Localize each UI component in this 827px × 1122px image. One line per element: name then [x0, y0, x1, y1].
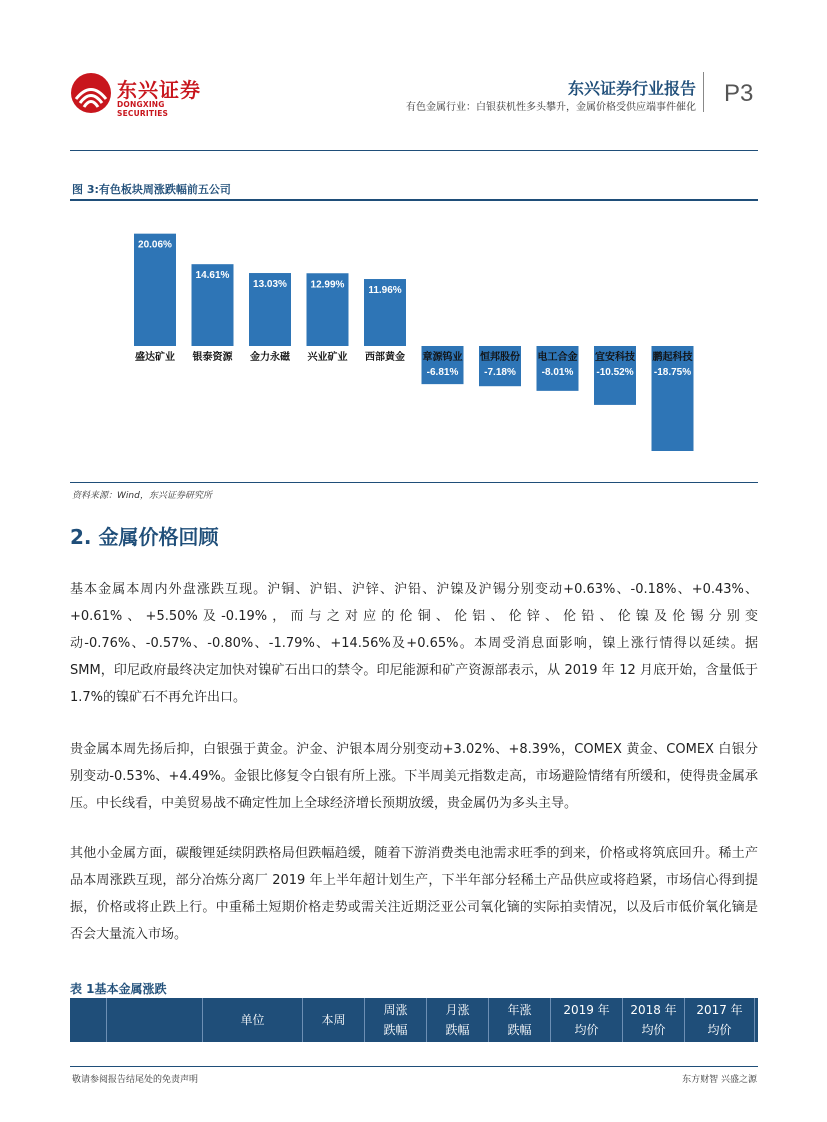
report-title: 东兴证券行业报告 [567, 79, 696, 98]
dongxing-logo-icon [70, 72, 112, 114]
paragraph-precious-metals: 贵金属本周先扬后抑，白银强于黄金。沪金、沪银本周分别变动+3.02%、+8.39%，COMEX 黄金、COMEX 白银分别变动-0.53%、+4.49%。金银比修复令白银有所上涨。下半周美元指数走高，市场避险情绪有所缓和，使得贵金属承压。中长线看，中美贸易战不确定性加上全球经济增长预期放缓，贵金属仍为多头主导。 [70, 742, 758, 811]
paragraph-base-metals: 基本金属本周内外盘涨跌互现。沪铜、沪铝、沪锌、沪铅、沪镍及沪锡分别变动+0.63%、-0.18%、+0.43%、+0.61%、+5.50%及-0.19%，而与之对应的伦铜、伦铝、伦锌、伦铅、伦镍及伦锡分别变动-0.76%、-0.57%、-0.80%、-1.79%、+14.56%及+0.65%。本周受消息面影响，镍上涨行情得以延续。据 SMM，印尼政府最终决定加快对镍矿石出口的禁令。印尼能源和矿产资源部表示，从 2019 年 12 月底开始，含量低于 1.7%的镍矿石不再允许出口。 [70, 582, 758, 705]
figure-source: 资料来源：Wind，东兴证券研究所 [72, 491, 212, 501]
chart-value-label: -18.75% [653, 367, 692, 378]
chart-value-label: 12.99% [310, 279, 345, 291]
header-rule [70, 150, 758, 151]
page-number: P3 [724, 80, 754, 107]
chart-value-label: 14.61% [195, 270, 230, 282]
chart-category-label: 恒邦股份 [480, 352, 520, 363]
footer-rule [70, 1066, 758, 1067]
table-header-cell [70, 998, 106, 1042]
chart-category-label: 宜安科技 [595, 352, 635, 363]
bar-chart [70, 200, 758, 480]
chart-value-label: -10.52% [596, 367, 634, 378]
chart-category-label: 兴业矿业 [307, 352, 348, 363]
chart-value-label: 20.06% [138, 239, 172, 251]
report-subtitle: 有色金属行业：白银获机性多头攀升，金属价格受供应端事件催化 [406, 102, 696, 113]
table-header-row [70, 998, 805, 1042]
footer-disclaimer: 敬请参阅报告结尾处的免责声明 [72, 1075, 199, 1085]
header-divider [703, 72, 704, 112]
chart-value-label: -8.01% [541, 367, 574, 378]
logo-text-en: DONGXING SECURITIES [117, 100, 169, 118]
paragraph-minor-metals: 其他小金属方面，碳酸锂延续阴跌格局但跌幅趋缓，随着下游消费类电池需求旺季的到来，价格或将筑底回升。稀土产品本周涨跌互现，部分冶炼分离厂 2019 年上半年超计划生产，下半年部分轻稀土产品供应或将趋紧，市场信心得到提振，价格或将止跌上行。中重稀土短期价格走势或需关注近期泛亚公司氧化镝的实际拍卖情况，以及后市低价氧化镝是否会大量流入市场。 [70, 846, 758, 942]
chart-value-label: 11.96% [368, 285, 402, 297]
table-header-cell: 本周 [302, 998, 364, 1042]
table-header-cell: 2018 年 均价 [622, 998, 684, 1042]
logo-text-cn: 东兴证券 [117, 78, 201, 102]
section-title: 2. 金属价格回顾 [70, 525, 219, 549]
footer-slogan: 东方财智 兴盛之源 [682, 1075, 757, 1085]
table-header-cell: 年涨 跌幅 [488, 998, 550, 1042]
figure-title: 图 3:有色板块周涨跌幅前五公司 [72, 183, 231, 196]
table-title: 表 1基本金属涨跌 [70, 982, 167, 996]
chart-category-label: 鹏起科技 [652, 352, 693, 363]
table-header-cell: 月涨 跌幅 [426, 998, 488, 1042]
chart-category-label: 金力永磁 [250, 352, 290, 363]
table-header-cell: 2017 年 均价 [684, 998, 754, 1042]
table-header-cell: 周涨 跌幅 [364, 998, 426, 1042]
company-logo [70, 70, 210, 116]
chart-category-label: 章源钨业 [422, 352, 463, 363]
chart-value-label: 13.03% [253, 279, 287, 291]
table-header-cell: 均价涨 跌幅 [754, 998, 818, 1042]
table-header-cell: 单位 [202, 998, 302, 1042]
chart-category-label: 电工合金 [537, 352, 578, 363]
chart-category-label: 银泰资源 [192, 352, 233, 363]
chart-category-label: 西部黄金 [365, 352, 405, 363]
figure-bottom-rule [70, 482, 758, 483]
chart-value-label: -7.18% [484, 367, 516, 378]
chart-value-label: -6.81% [426, 367, 459, 378]
chart-category-label: 盛达矿业 [135, 352, 175, 363]
table-header-cell [106, 998, 202, 1042]
table-header-cell: 2019 年 均价 [550, 998, 622, 1042]
